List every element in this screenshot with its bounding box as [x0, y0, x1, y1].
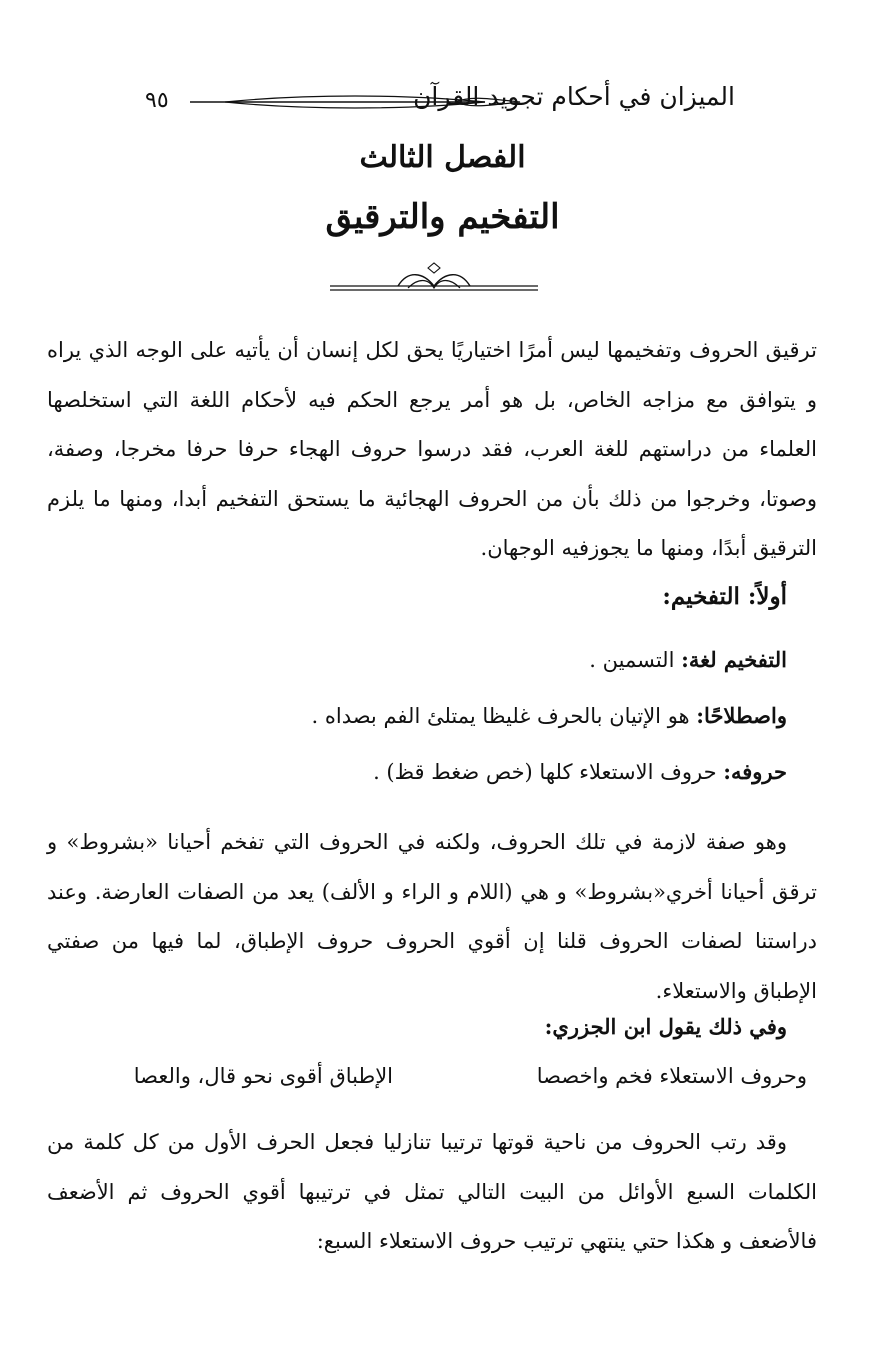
book-title: الميزان في أحكام تجويد القرآن: [413, 82, 735, 111]
paragraph-two: وهو صفة لازمة في تلك الحروف، ولكنه في الحروف التي تفخم أحيانا «بشروط» و ترقق أحيانا أخري«بشروط» و هي (اللام و الراء و الألف) يعد من الصفات العارضة. وعند دراستنا لصفات الحروف قلنا إن أقوي الحروف حروف الإطباق، لما فيها من صفتي الإطباق والاستعلاء.: [47, 830, 817, 1003]
definition-linguistic-label: التفخيم لغة:: [681, 647, 787, 672]
quote-intro: وفي ذلك يقول ابن الجزري:: [544, 1014, 787, 1039]
definition-letters-text: حروف الاستعلاء كلها (خص ضغط قظ) .: [373, 760, 724, 784]
chapter-title: الفصل الثالث: [359, 140, 526, 175]
verse-second-half: الإطباق أقوى نحو قال، والعصا: [133, 1064, 393, 1088]
definition-letters: [373, 759, 787, 784]
verse-first-half: وحروف الاستعلاء فخم واخصصا: [536, 1064, 807, 1088]
definition-linguistic-text: التسمين .: [589, 648, 682, 672]
intro-paragraph: ترقيق الحروف وتفخيمها ليس أمرًا اختياريًا يحق لكل إنسان أن يأتيه على الوجه الذي يراه و يتوافق مع مزاجه الخاص، بل هو أمر يرجع الحكم فيه لأحكام اللغة التي استخلصها العلماء من دراستهم للغة العرب، فقد درسوا حروف الهجاء حرفا حرفا مخرجا، وصفة، وصوتا، وخرجوا من ذلك بأن من الحروف الهجائية ما يستحق التفخيم أبدا، ومنها ما يلزم الترقيق أبدًا، ومنها ما يجوزفيه الوجهان.: [47, 338, 817, 560]
section-title: التفخيم والترقيق: [325, 197, 560, 237]
title-divider-ornament: [328, 262, 540, 298]
heading-first-tafkhim: أولاً: التفخيم:: [662, 583, 787, 610]
definition-technical: [312, 703, 788, 728]
definition-technical-text: هو الإتيان بالحرف غليظا يمتلئ الفم بصداه .: [311, 704, 697, 728]
running-header: [135, 80, 735, 124]
definition-technical-label: واصطلاحًا:: [696, 703, 787, 728]
page-number: ٩٥: [145, 88, 169, 113]
paragraph-three: وقد رتب الحروف من ناحية قوتها ترتيبا تنازليا فجعل الحرف الأول من كل كلمة من الكلمات السبع الأوائل من البيت التالي تمثل في ترتيبها أقوي الحروف ثم الأضعف فالأضعف و هكذا حتي ينتهي ترتيب حروف الاستعلاء السبع:: [47, 1130, 817, 1253]
definition-linguistic: [589, 647, 787, 672]
definition-letters-label: حروفه:: [723, 759, 787, 784]
